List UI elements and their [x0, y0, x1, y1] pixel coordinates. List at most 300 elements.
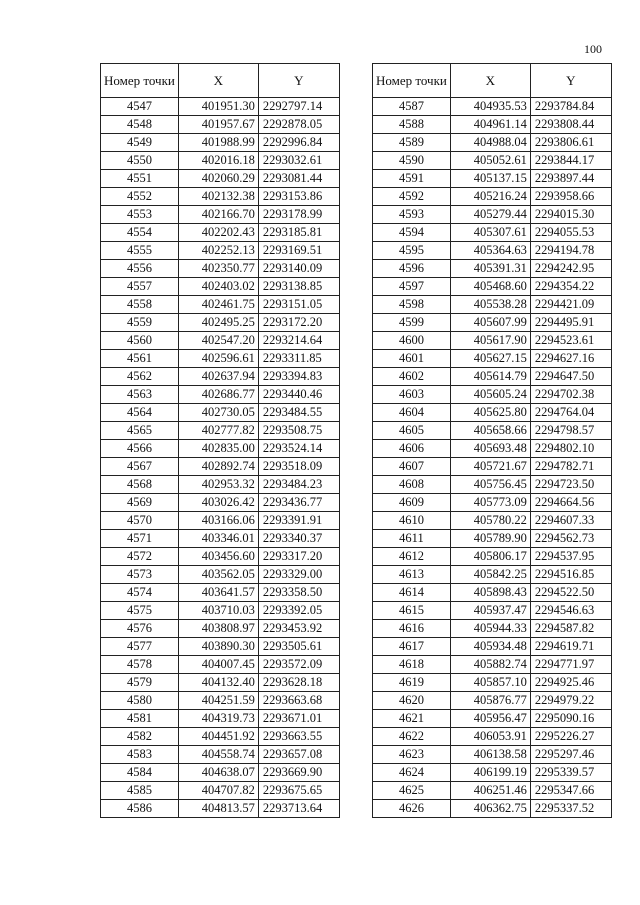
y-coordinate-cell: 2293153.86	[258, 188, 339, 206]
y-coordinate-cell: 2295339.57	[530, 764, 611, 782]
table-row	[101, 620, 340, 638]
x-coordinate-cell: 404132.40	[178, 674, 258, 692]
y-coordinate-cell: 2294587.82	[530, 620, 611, 638]
x-coordinate-cell: 403026.42	[178, 494, 258, 512]
table-row	[101, 602, 340, 620]
y-coordinate-cell: 2294802.10	[530, 440, 611, 458]
y-coordinate-cell: 2295226.27	[530, 728, 611, 746]
table-row	[373, 296, 612, 314]
point-number-cell: 4569	[101, 494, 179, 512]
x-coordinate-cell: 405216.24	[450, 188, 530, 206]
x-coordinate-cell: 402835.00	[178, 440, 258, 458]
table-row	[101, 728, 340, 746]
x-coordinate-cell: 405364.63	[450, 242, 530, 260]
point-number-cell: 4616	[373, 620, 451, 638]
y-coordinate-cell: 2294015.30	[530, 206, 611, 224]
table-row	[101, 260, 340, 278]
table-row	[373, 746, 612, 764]
y-coordinate-cell: 2293663.68	[258, 692, 339, 710]
point-number-cell: 4561	[101, 350, 179, 368]
y-coordinate-cell: 2294798.57	[530, 422, 611, 440]
y-coordinate-cell: 2293671.01	[258, 710, 339, 728]
x-coordinate-cell: 402350.77	[178, 260, 258, 278]
table-header-row	[101, 64, 340, 98]
x-coordinate-cell: 401988.99	[178, 134, 258, 152]
x-coordinate-cell: 402202.43	[178, 224, 258, 242]
y-coordinate-cell: 2293317.20	[258, 548, 339, 566]
y-coordinate-cell: 2293518.09	[258, 458, 339, 476]
point-number-cell: 4608	[373, 476, 451, 494]
table-row	[101, 152, 340, 170]
table-row	[373, 764, 612, 782]
table-header-row	[373, 64, 612, 98]
point-number-cell: 4601	[373, 350, 451, 368]
point-number-cell: 4604	[373, 404, 451, 422]
x-coordinate-cell: 404988.04	[450, 134, 530, 152]
table-row	[373, 530, 612, 548]
y-coordinate-cell: 2294619.71	[530, 638, 611, 656]
coordinates-table-left-body	[101, 98, 340, 818]
point-number-cell: 4594	[373, 224, 451, 242]
y-coordinate-cell: 2293628.18	[258, 674, 339, 692]
point-number-cell: 4558	[101, 296, 179, 314]
x-coordinate-cell: 402777.82	[178, 422, 258, 440]
point-number-cell: 4563	[101, 386, 179, 404]
y-coordinate-cell: 2293394.83	[258, 368, 339, 386]
x-coordinate-cell: 405756.45	[450, 476, 530, 494]
y-coordinate-cell: 2293436.77	[258, 494, 339, 512]
x-coordinate-cell: 405627.15	[450, 350, 530, 368]
y-coordinate-cell: 2294354.22	[530, 278, 611, 296]
table-row	[373, 152, 612, 170]
point-number-cell: 4565	[101, 422, 179, 440]
point-number-cell: 4550	[101, 152, 179, 170]
point-number-cell: 4620	[373, 692, 451, 710]
x-coordinate-cell: 402730.05	[178, 404, 258, 422]
point-number-cell: 4572	[101, 548, 179, 566]
point-number-cell: 4606	[373, 440, 451, 458]
point-number-cell: 4557	[101, 278, 179, 296]
x-coordinate-cell: 405876.77	[450, 692, 530, 710]
x-coordinate-cell: 405614.79	[450, 368, 530, 386]
table-row	[373, 602, 612, 620]
point-number-cell: 4552	[101, 188, 179, 206]
table-row	[101, 674, 340, 692]
table-row	[373, 548, 612, 566]
table-row	[373, 656, 612, 674]
y-coordinate-cell: 2294546.63	[530, 602, 611, 620]
point-number-cell: 4600	[373, 332, 451, 350]
y-coordinate-cell: 2294055.53	[530, 224, 611, 242]
x-coordinate-cell: 402892.74	[178, 458, 258, 476]
x-coordinate-cell: 405307.61	[450, 224, 530, 242]
table-row	[373, 242, 612, 260]
y-coordinate-cell: 2294627.16	[530, 350, 611, 368]
y-coordinate-cell: 2294723.50	[530, 476, 611, 494]
x-coordinate-cell: 405882.74	[450, 656, 530, 674]
y-coordinate-cell: 2293663.55	[258, 728, 339, 746]
table-row	[101, 134, 340, 152]
y-coordinate-cell: 2293524.14	[258, 440, 339, 458]
point-number-cell: 4566	[101, 440, 179, 458]
point-number-cell: 4621	[373, 710, 451, 728]
point-number-cell: 4547	[101, 98, 179, 116]
x-coordinate-cell: 405468.60	[450, 278, 530, 296]
point-number-cell: 4622	[373, 728, 451, 746]
point-number-cell: 4562	[101, 368, 179, 386]
y-coordinate-cell: 2294516.85	[530, 566, 611, 584]
point-number-cell: 4598	[373, 296, 451, 314]
table-row	[101, 206, 340, 224]
point-number-cell: 4602	[373, 368, 451, 386]
y-coordinate-cell: 2293572.09	[258, 656, 339, 674]
point-number-cell: 4582	[101, 728, 179, 746]
y-coordinate-cell: 2295090.16	[530, 710, 611, 728]
table-row	[101, 350, 340, 368]
y-coordinate-cell: 2293484.23	[258, 476, 339, 494]
point-number-cell: 4574	[101, 584, 179, 602]
x-coordinate-cell: 405773.09	[450, 494, 530, 512]
point-number-cell: 4595	[373, 242, 451, 260]
x-coordinate-cell: 403346.01	[178, 530, 258, 548]
x-coordinate-cell: 405052.61	[450, 152, 530, 170]
x-coordinate-cell: 405538.28	[450, 296, 530, 314]
x-coordinate-cell: 405137.15	[450, 170, 530, 188]
y-coordinate-cell: 2293508.75	[258, 422, 339, 440]
y-coordinate-cell: 2294979.22	[530, 692, 611, 710]
y-coordinate-cell: 2294522.50	[530, 584, 611, 602]
table-row	[373, 260, 612, 278]
point-number-cell: 4575	[101, 602, 179, 620]
table-row	[101, 692, 340, 710]
table-row	[101, 764, 340, 782]
table-row	[373, 620, 612, 638]
x-coordinate-cell: 403710.03	[178, 602, 258, 620]
y-coordinate-cell: 2294647.50	[530, 368, 611, 386]
table-row	[373, 638, 612, 656]
point-number-cell: 4615	[373, 602, 451, 620]
x-coordinate-cell: 403166.06	[178, 512, 258, 530]
y-coordinate-cell: 2293484.55	[258, 404, 339, 422]
point-number-cell: 4581	[101, 710, 179, 728]
y-coordinate-cell: 2294194.78	[530, 242, 611, 260]
x-coordinate-cell: 403456.60	[178, 548, 258, 566]
y-coordinate-cell: 2293784.84	[530, 98, 611, 116]
table-row	[101, 170, 340, 188]
table-row	[373, 314, 612, 332]
point-number-cell: 4567	[101, 458, 179, 476]
x-coordinate-cell: 406053.91	[450, 728, 530, 746]
x-coordinate-cell: 404935.53	[450, 98, 530, 116]
point-number-cell: 4585	[101, 782, 179, 800]
x-coordinate-cell: 402547.20	[178, 332, 258, 350]
y-coordinate-cell: 2294764.04	[530, 404, 611, 422]
point-number-cell: 4556	[101, 260, 179, 278]
point-number-cell: 4619	[373, 674, 451, 692]
table-row	[101, 746, 340, 764]
y-coordinate-cell: 2295337.52	[530, 800, 611, 818]
point-number-cell: 4548	[101, 116, 179, 134]
y-coordinate-cell: 2292996.84	[258, 134, 339, 152]
x-coordinate-cell: 402060.29	[178, 170, 258, 188]
y-coordinate-cell: 2294607.33	[530, 512, 611, 530]
y-coordinate-cell: 2293657.08	[258, 746, 339, 764]
table-row	[101, 242, 340, 260]
table-row	[373, 116, 612, 134]
y-coordinate-cell: 2293897.44	[530, 170, 611, 188]
table-row	[373, 422, 612, 440]
x-coordinate-cell: 402403.02	[178, 278, 258, 296]
point-number-cell: 4597	[373, 278, 451, 296]
table-row	[373, 332, 612, 350]
x-coordinate-cell: 402495.25	[178, 314, 258, 332]
x-coordinate-cell: 405607.99	[450, 314, 530, 332]
x-coordinate-cell: 405842.25	[450, 566, 530, 584]
point-number-cell: 4623	[373, 746, 451, 764]
y-coordinate-cell: 2292797.14	[258, 98, 339, 116]
table-row	[101, 566, 340, 584]
x-coordinate-cell: 406138.58	[450, 746, 530, 764]
point-number-cell: 4605	[373, 422, 451, 440]
coordinates-table-right	[372, 63, 612, 818]
table-row	[373, 440, 612, 458]
y-coordinate-cell: 2293169.51	[258, 242, 339, 260]
y-coordinate-cell: 2293453.92	[258, 620, 339, 638]
point-number-cell: 4579	[101, 674, 179, 692]
point-number-cell: 4614	[373, 584, 451, 602]
point-number-cell: 4553	[101, 206, 179, 224]
point-number-cell: 4624	[373, 764, 451, 782]
y-coordinate-cell: 2293140.09	[258, 260, 339, 278]
point-number-cell: 4587	[373, 98, 451, 116]
y-coordinate-cell: 2294925.46	[530, 674, 611, 692]
table-row	[373, 134, 612, 152]
point-number-cell: 4618	[373, 656, 451, 674]
x-coordinate-cell: 404251.59	[178, 692, 258, 710]
point-number-cell: 4549	[101, 134, 179, 152]
point-number-cell: 4596	[373, 260, 451, 278]
y-coordinate-cell: 2294421.09	[530, 296, 611, 314]
x-coordinate-cell: 401957.67	[178, 116, 258, 134]
y-coordinate-cell: 2295347.66	[530, 782, 611, 800]
y-coordinate-cell: 2294702.38	[530, 386, 611, 404]
y-coordinate-cell: 2294771.97	[530, 656, 611, 674]
y-coordinate-cell: 2293844.17	[530, 152, 611, 170]
point-number-cell: 4591	[373, 170, 451, 188]
x-coordinate-cell: 405934.48	[450, 638, 530, 656]
table-row	[101, 656, 340, 674]
point-number-cell: 4610	[373, 512, 451, 530]
y-coordinate-cell: 2294664.56	[530, 494, 611, 512]
coordinates-table-left	[100, 63, 340, 818]
page-number: 100	[584, 42, 602, 56]
y-coordinate-cell: 2293311.85	[258, 350, 339, 368]
y-coordinate-cell: 2293958.66	[530, 188, 611, 206]
point-number-cell: 4554	[101, 224, 179, 242]
x-coordinate-cell: 402252.13	[178, 242, 258, 260]
table-row	[101, 314, 340, 332]
table-row	[101, 332, 340, 350]
table-row	[101, 188, 340, 206]
table-row	[101, 530, 340, 548]
x-coordinate-cell: 402461.75	[178, 296, 258, 314]
point-number-cell: 4603	[373, 386, 451, 404]
x-coordinate-cell: 404961.14	[450, 116, 530, 134]
x-coordinate-cell: 405617.90	[450, 332, 530, 350]
table-row	[101, 296, 340, 314]
y-coordinate-cell: 2293340.37	[258, 530, 339, 548]
point-number-cell: 4590	[373, 152, 451, 170]
x-coordinate-cell: 405780.22	[450, 512, 530, 530]
x-coordinate-cell: 403562.05	[178, 566, 258, 584]
table-row	[101, 116, 340, 134]
y-coordinate-cell: 2293214.64	[258, 332, 339, 350]
y-coordinate-cell: 2295297.46	[530, 746, 611, 764]
x-coordinate-cell: 405898.43	[450, 584, 530, 602]
y-coordinate-cell: 2293440.46	[258, 386, 339, 404]
point-number-cell: 4559	[101, 314, 179, 332]
y-coordinate-cell: 2293185.81	[258, 224, 339, 242]
coordinates-table-right-body	[373, 98, 612, 818]
header-x: X	[178, 64, 258, 98]
x-coordinate-cell: 405721.67	[450, 458, 530, 476]
table-row	[101, 548, 340, 566]
point-number-cell: 4612	[373, 548, 451, 566]
x-coordinate-cell: 405857.10	[450, 674, 530, 692]
table-row	[373, 188, 612, 206]
table-row	[373, 728, 612, 746]
table-row	[373, 674, 612, 692]
x-coordinate-cell: 405806.17	[450, 548, 530, 566]
point-number-cell: 4593	[373, 206, 451, 224]
table-row	[101, 638, 340, 656]
x-coordinate-cell: 405693.48	[450, 440, 530, 458]
x-coordinate-cell: 405391.31	[450, 260, 530, 278]
y-coordinate-cell: 2293138.85	[258, 278, 339, 296]
point-number-cell: 4626	[373, 800, 451, 818]
table-row	[373, 368, 612, 386]
point-number-cell: 4580	[101, 692, 179, 710]
table-row	[101, 512, 340, 530]
table-row	[373, 404, 612, 422]
x-coordinate-cell: 403890.30	[178, 638, 258, 656]
table-row	[101, 404, 340, 422]
point-number-cell: 4617	[373, 638, 451, 656]
table-row	[373, 98, 612, 116]
point-number-cell: 4576	[101, 620, 179, 638]
point-number-cell: 4555	[101, 242, 179, 260]
table-row	[373, 350, 612, 368]
y-coordinate-cell: 2293151.05	[258, 296, 339, 314]
table-row	[101, 386, 340, 404]
table-row	[101, 710, 340, 728]
table-row	[373, 494, 612, 512]
header-y: Y	[530, 64, 611, 98]
x-coordinate-cell: 406251.46	[450, 782, 530, 800]
point-number-cell: 4577	[101, 638, 179, 656]
table-row	[373, 206, 612, 224]
table-row	[101, 98, 340, 116]
point-number-cell: 4584	[101, 764, 179, 782]
y-coordinate-cell: 2294242.95	[530, 260, 611, 278]
y-coordinate-cell: 2293505.61	[258, 638, 339, 656]
table-row	[101, 224, 340, 242]
header-y: Y	[258, 64, 339, 98]
y-coordinate-cell: 2293358.50	[258, 584, 339, 602]
y-coordinate-cell: 2294537.95	[530, 548, 611, 566]
x-coordinate-cell: 402132.38	[178, 188, 258, 206]
header-point-number: Номер точки	[101, 64, 179, 98]
point-number-cell: 4588	[373, 116, 451, 134]
y-coordinate-cell: 2293675.65	[258, 782, 339, 800]
x-coordinate-cell: 404638.07	[178, 764, 258, 782]
y-coordinate-cell: 2293178.99	[258, 206, 339, 224]
point-number-cell: 4568	[101, 476, 179, 494]
point-number-cell: 4592	[373, 188, 451, 206]
table-row	[373, 584, 612, 602]
x-coordinate-cell: 404558.74	[178, 746, 258, 764]
table-row	[101, 278, 340, 296]
x-coordinate-cell: 404319.73	[178, 710, 258, 728]
x-coordinate-cell: 403808.97	[178, 620, 258, 638]
y-coordinate-cell: 2293713.64	[258, 800, 339, 818]
y-coordinate-cell: 2294495.91	[530, 314, 611, 332]
x-coordinate-cell: 406199.19	[450, 764, 530, 782]
x-coordinate-cell: 406362.75	[450, 800, 530, 818]
y-coordinate-cell: 2293808.44	[530, 116, 611, 134]
table-row	[373, 512, 612, 530]
header-x: X	[450, 64, 530, 98]
table-row	[101, 458, 340, 476]
point-number-cell: 4573	[101, 566, 179, 584]
point-number-cell: 4607	[373, 458, 451, 476]
y-coordinate-cell: 2294562.73	[530, 530, 611, 548]
point-number-cell: 4625	[373, 782, 451, 800]
x-coordinate-cell: 405956.47	[450, 710, 530, 728]
table-row	[373, 782, 612, 800]
y-coordinate-cell: 2293806.61	[530, 134, 611, 152]
table-row	[101, 476, 340, 494]
table-row	[373, 710, 612, 728]
table-row	[101, 422, 340, 440]
x-coordinate-cell: 404007.45	[178, 656, 258, 674]
table-row	[373, 800, 612, 818]
point-number-cell: 4578	[101, 656, 179, 674]
x-coordinate-cell: 404707.82	[178, 782, 258, 800]
table-row	[101, 440, 340, 458]
x-coordinate-cell: 402637.94	[178, 368, 258, 386]
y-coordinate-cell: 2294782.71	[530, 458, 611, 476]
point-number-cell: 4564	[101, 404, 179, 422]
point-number-cell: 4571	[101, 530, 179, 548]
y-coordinate-cell: 2293032.61	[258, 152, 339, 170]
y-coordinate-cell: 2293329.00	[258, 566, 339, 584]
header-point-number: Номер точки	[373, 64, 451, 98]
point-number-cell: 4613	[373, 566, 451, 584]
y-coordinate-cell: 2294523.61	[530, 332, 611, 350]
table-row	[101, 800, 340, 818]
table-row	[373, 170, 612, 188]
table-row	[373, 386, 612, 404]
y-coordinate-cell: 2293391.91	[258, 512, 339, 530]
point-number-cell: 4589	[373, 134, 451, 152]
table-row	[101, 494, 340, 512]
point-number-cell: 4560	[101, 332, 179, 350]
x-coordinate-cell: 402596.61	[178, 350, 258, 368]
x-coordinate-cell: 402016.18	[178, 152, 258, 170]
x-coordinate-cell: 405789.90	[450, 530, 530, 548]
y-coordinate-cell: 2292878.05	[258, 116, 339, 134]
